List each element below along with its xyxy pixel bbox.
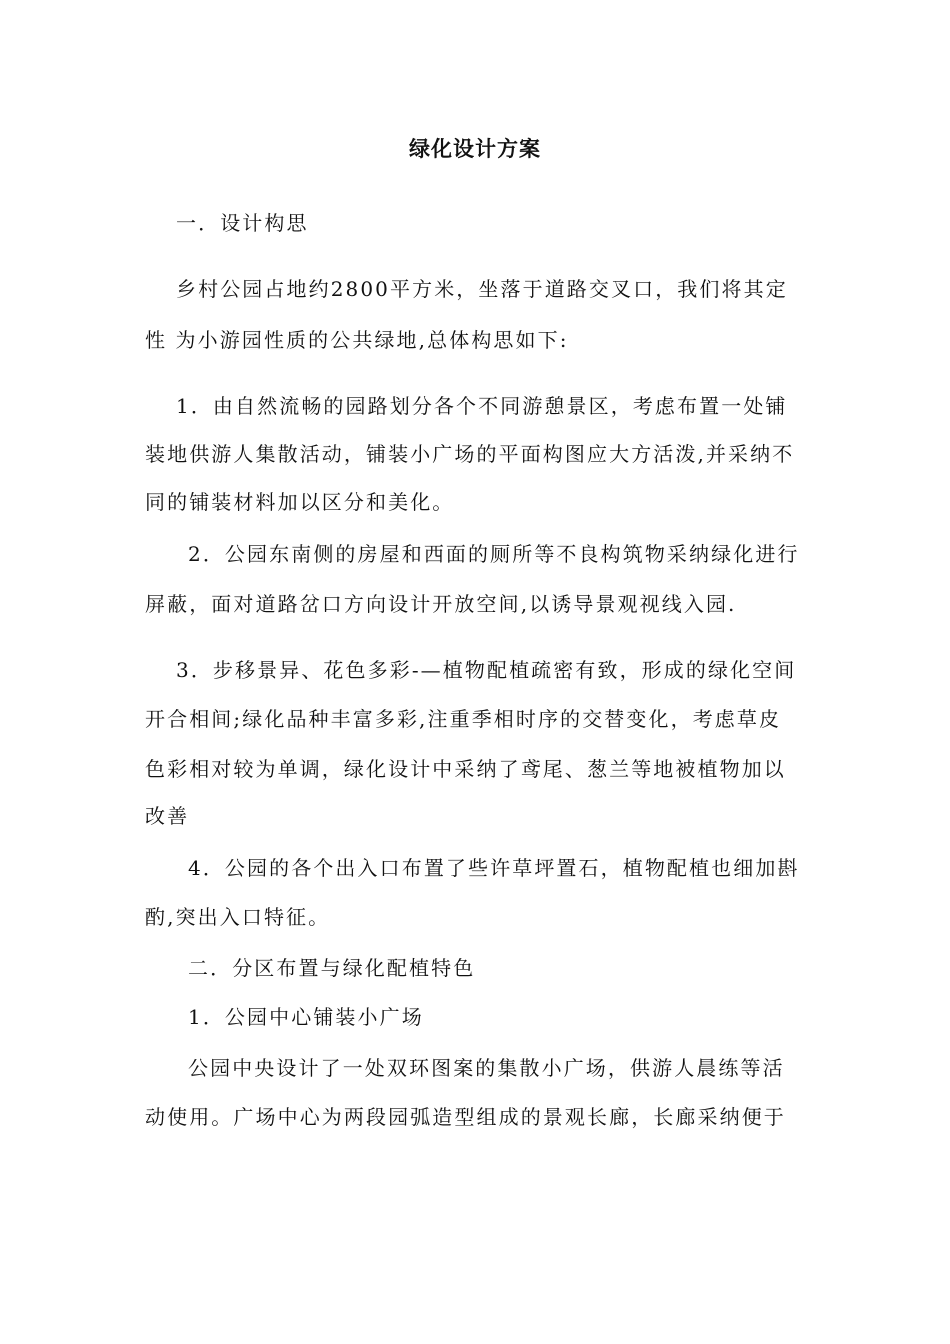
section-heading-design-concept: 一．设计构思 [176,211,309,235]
section-heading-zoning: 二．分区布置与绿化配植特色 [188,956,476,980]
list-item-line: 同的铺装材料加以区分和美化。 [145,490,455,514]
paragraph-line: 乡村公园占地约2800平方米，坐落于道路交叉口，我们将其定 [176,277,788,301]
list-item-line: 1．由自然流畅的园路划分各个不同游憩景区，考虑布置一处铺 [176,394,788,418]
paragraph-line: 性 为小游园性质的公共绿地,总体构思如下: [145,328,569,352]
list-item-line: 色彩相对较为单调，绿化设计中采纳了鸢尾、葱兰等地被植物加以 [145,757,786,781]
subsection-heading: 1．公园中心铺装小广场 [188,1005,424,1029]
list-item-line: 2．公园东南侧的房屋和西面的厕所等不良构筑物采纳绿化进行 [188,542,800,566]
list-item-line: 改善 [145,804,190,828]
list-item-line: 4．公园的各个出入口布置了些许草坪置石，植物配植也细加斟 [188,856,800,880]
paragraph-line: 公园中央设计了一处双环图案的集散小广场，供游人晨练等活 [188,1056,785,1080]
list-item-line: 屏蔽，面对道路岔口方向设计开放空间,以诱导景观视线入园. [145,592,737,616]
list-item-line: 装地供游人集散活动，铺装小广场的平面构图应大方活泼,并采纳不 [145,442,795,466]
document-title: 绿化设计方案 [409,136,541,161]
list-item-line: 3．步移景异、花色多彩-—植物配植疏密有致，形成的绿化空间 [176,658,797,682]
list-item-line: 酌,突出入口特征。 [145,905,331,929]
list-item-line: 开合相间;绿化品种丰富多彩,注重季相时序的交替变化，考虑草皮 [145,707,782,731]
paragraph-line: 动使用。广场中心为两段园弧造型组成的景观长廊，长廊采纳便于 [145,1105,786,1129]
